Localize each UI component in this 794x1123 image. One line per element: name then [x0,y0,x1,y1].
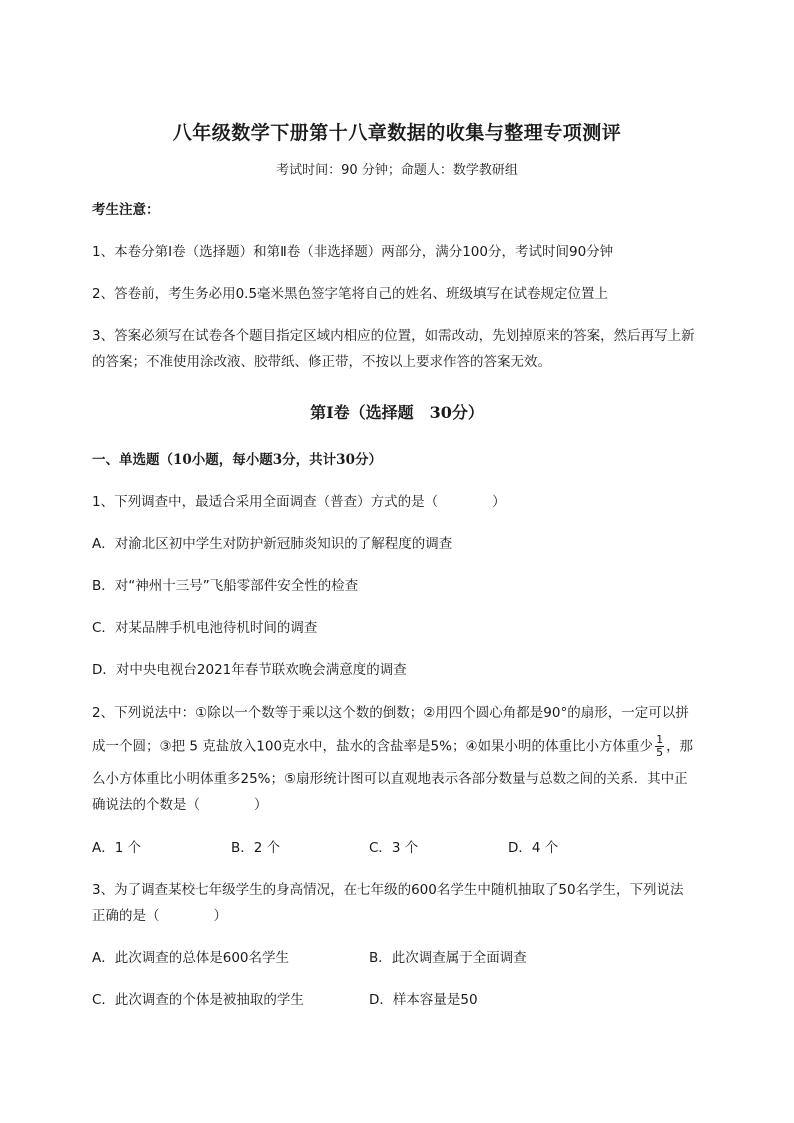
q2-line-2-tail: ，那 [666,738,694,755]
q2-option-b: B．2 个 [231,840,281,856]
q1-option-d: D．对中央电视台2021年春节联欢晚会满意度的调查 [92,662,407,678]
notice-item-3-cont: 的答案；不准使用涂改液、胶带纸、修正带，不按以上要求作答的答案无效。 [92,354,551,370]
q2-option-c: C．3 个 [369,840,419,856]
q3-option-b: B．此次调查属于全面调查 [369,950,527,966]
fraction-one-fifth [655,734,664,759]
q2-line-4: 确说法的个数是（ ） [92,797,268,813]
notice-heading: 考生注意： [92,202,160,218]
part1-title: 第Ⅰ卷（选择题 30分） [310,403,484,422]
q3-line-1: 3、为了调查某校七年级学生的身高情况，在七年级的600名学生中随机抽取了50名学生，下列说法 [92,882,684,898]
q2-line-3: 么小方体重比小明体重多25%；⑤扇形统计图可以直观地表示各部分数量与总数之间的关系．其中正 [92,771,688,787]
notice-item-1: 1、本卷分第Ⅰ卷（选择题）和第Ⅱ卷（非选择题）两部分，满分100分，考试时间90分钟 [92,244,614,260]
page-title: 八年级数学下册第十八章数据的收集与整理专项测评 [172,122,622,144]
q3-option-a: A．此次调查的总体是600名学生 [92,950,290,966]
q2-line-1: 2、下列说法中：①除以一个数等于乘以这个数的倒数；②用四个圆心角都是90°的扇形，一定可以拼 [92,705,689,721]
q2-option-a: A．1 个 [92,840,142,856]
q1-option-c: C．对某品牌手机电池待机时间的调查 [92,620,318,636]
notice-item-2: 2、答卷前，考生务必用0.5毫米黑色签字笔将自己的姓名、班级填写在试卷规定位置上 [92,286,609,302]
q3-option-c: C．此次调查的个体是被抽取的学生 [92,992,304,1008]
notice-item-3: 3、答案必须写在试卷各个题目指定区域内相应的位置，如需改动，先划掉原来的答案，然后再写上新 [92,328,695,344]
q3-option-d: D．样本容量是50 [369,992,478,1008]
q1-stem: 1、下列调查中，最适合采用全面调查（普查）方式的是（ ） [92,494,506,510]
fraction-numerator: 1 [656,733,664,746]
q2-line-2-text: 成一个圆；③把 5 克盐放入100克水中，盐水的含盐率是5%；④如果小明的体重比小方体重少 [92,738,654,755]
fraction-denominator: 5 [656,746,664,759]
q3-line-2: 正确的是（ ） [92,908,227,924]
exam-info: 考试时间：90 分钟；命题人：数学教研组 [276,163,518,178]
q2-line-2 [92,734,693,759]
section-heading: 一、单选题（10小题，每小题3分，共计30分） [92,452,382,468]
q2-option-d: D．4 个 [508,840,559,856]
q1-option-a: A．对渝北区初中学生对防护新冠肺炎知识的了解程度的调查 [92,536,453,552]
q1-option-b: B．对“神州十三号”飞船零部件安全性的检查 [92,578,359,594]
